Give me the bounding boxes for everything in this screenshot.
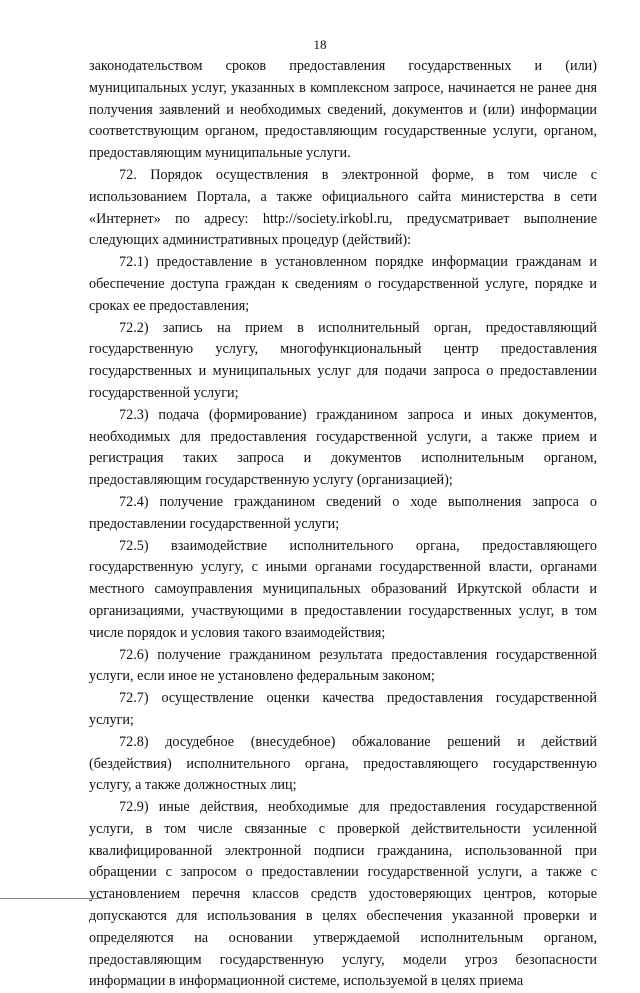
- paragraph-72: 72. Порядок осуществления в электронной форме, в том числе с использованием Портала, а также официального сайта министерства в сети «Интернет» по адресу: http://society.irkobl.ru, предусматривает выполнение следующих административных процедур (действий):: [89, 166, 597, 249]
- footnote-divider: [0, 898, 105, 899]
- paragraph-72-9: 72.9) иные действия, необходимые для предоставления государственной услуги, в том числе связанные с проверкой действительности усиленной квалифицированной электронной подписи гражданина, использованной при обращении с запросом о предоставлении государственной услуги, а также с установлением перечня классов средств удостоверяющих центров, которые допускаются для использования в целях обеспечения указанной проверки и определяются на основании утверждаемой исполнительным органом, предоставляющим государственную услугу, модели угроз безопасности информации в информационной системе, используемой в целях приема: [89, 799, 597, 990]
- paragraph-72-7: 72.7) осуществление оценки качества предоставления государственной услуги;: [89, 690, 597, 728]
- paragraph-72-3: 72.3) подача (формирование) гражданином запроса и иных документов, необходимых для предоставления государственной услуги, а также прием и регистрация таких запроса и документов исполнительным органом, предоставляющим государственную услугу (организацией);: [89, 406, 597, 489]
- paragraph-72-5: 72.5) взаимодействие исполнительного органа, предоставляющего государственную услугу, с иными органами государственной власти, органами местного самоуправления муниципальных образований Иркутской области и организациями, участвующими в предоставлении государственных услуг, в том числе порядок и условия такого взаимодействия;: [89, 537, 597, 641]
- paragraph-72-2: 72.2) запись на прием в исполнительный орган, предоставляющий государственную услугу, многофункциональный центр предоставления государственных и муниципальных услуг для подачи запроса о предоставлении государственной услуги;: [89, 319, 597, 401]
- document-body: [89, 56, 597, 993]
- paragraph-72-8: 72.8) досудебное (внесудебное) обжалование решений и действий (бездействия) исполнительного органа, предоставляющего государственную услугу, а также должностных лиц;: [89, 733, 597, 794]
- paragraph-72-6: 72.6) получение гражданином результата предоставления государственной услуги, если иное не установлено федеральным законом;: [89, 646, 597, 685]
- paragraph-72-1: 72.1) предоставление в установленном порядке информации гражданам и обеспечение доступа граждан к сведениям о государственной услуге, порядке и сроках ее предоставления;: [89, 254, 597, 314]
- paragraph-72-4: 72.4) получение гражданином сведений о ходе выполнения запроса о предоставлении государственной услуги;: [89, 493, 597, 532]
- page-number: 18: [313, 37, 327, 52]
- paragraph-continuation: законодательством сроков предоставления государственных и (или) муниципальных услуг, указанных в комплексном запросе, начинается не ранее дня получения заявлений и необходимых сведений, документов и (или) информации соответствующим органом, предоставляющим государственные услуги, органом, предоставляющим муниципальные услуги.: [89, 58, 597, 162]
